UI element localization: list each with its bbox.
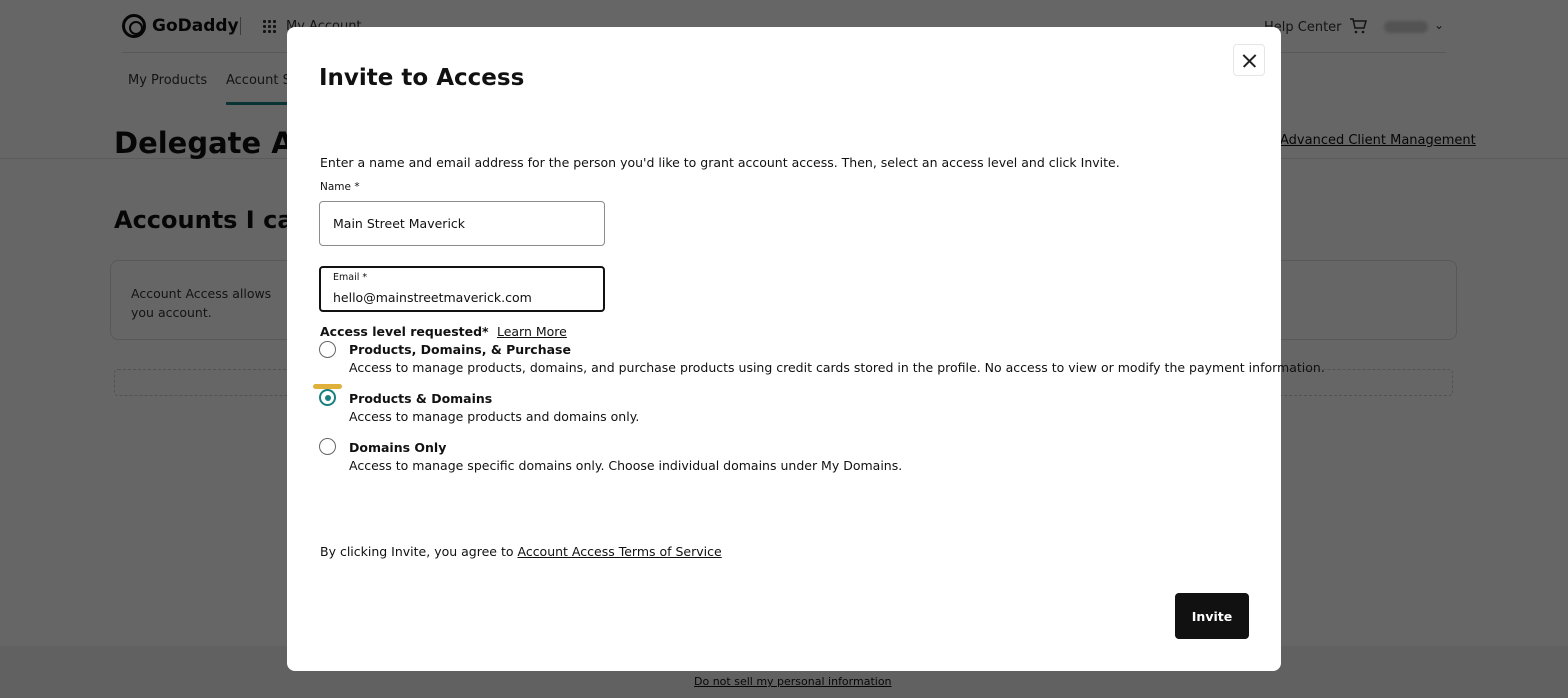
name-input[interactable] (319, 201, 605, 246)
option-description: Access to manage products and domains only. (349, 409, 640, 424)
learn-more-link[interactable]: Learn More (496, 324, 567, 339)
modal-intro-text: Enter a name and email address for the person you'd like to grant account access. Then, select an access level and click Invite. (320, 155, 1120, 170)
email-field-label: Email * (333, 272, 368, 283)
access-level-label (320, 324, 567, 339)
invite-button[interactable]: Invite (1175, 593, 1249, 639)
terms-of-service-link[interactable]: Account Access Terms of Service (517, 544, 722, 559)
invite-to-access-modal (287, 27, 1325, 671)
name-label-text: Name (320, 181, 351, 193)
name-field-label (320, 181, 360, 193)
terms-prefix: By clicking Invite, you agree to (320, 544, 514, 559)
radio-products-domains-purchase[interactable] (319, 341, 336, 358)
terms-text (320, 544, 722, 559)
email-field[interactable] (319, 266, 605, 312)
option-title[interactable]: Domains Only (349, 440, 447, 455)
required-mark: * (482, 324, 489, 339)
required-mark: * (354, 181, 360, 193)
radio-products-domains[interactable] (319, 389, 336, 406)
access-level-label-text: Access level requested (320, 324, 483, 339)
email-input[interactable] (333, 288, 593, 306)
option-description: Access to manage products, domains, and purchase products using credit cards stored in the profile. No access to view or modify the payment information. (349, 360, 1325, 375)
option-description: Access to manage specific domains only. Choose individual domains under My Domains. (349, 458, 903, 473)
close-icon[interactable] (1233, 44, 1265, 76)
radio-domains-only[interactable] (319, 438, 336, 455)
modal-title: Invite to Access (319, 65, 525, 91)
option-title[interactable]: Products, Domains, & Purchase (349, 342, 571, 357)
option-title[interactable]: Products & Domains (349, 391, 493, 406)
